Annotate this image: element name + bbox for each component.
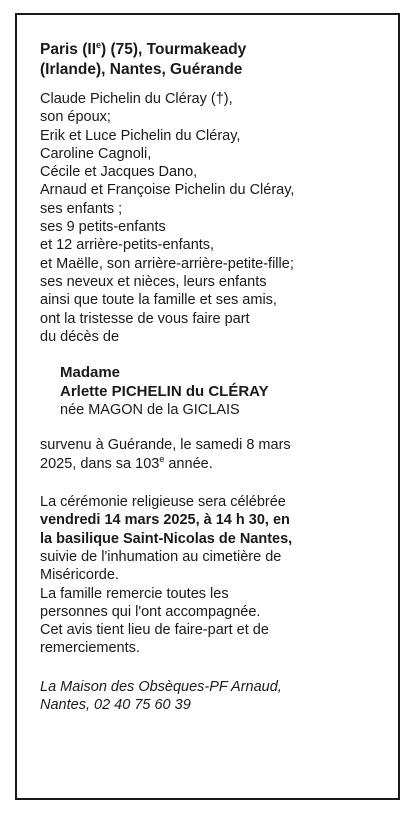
family-line: et 12 arrière-petits-enfants, [40, 237, 215, 254]
death-line-2: 2025, dans sa 103e année. [40, 453, 213, 472]
deceased-title: Madame [60, 364, 121, 382]
family-line: Claude Pichelin du Cléray (†), [40, 91, 233, 107]
thanks-line: La famille remercie toutes les [40, 585, 229, 602]
ceremony-line: suivie de l'inhumation au cimetière de [40, 548, 282, 565]
death-details [40, 436, 370, 473]
family-line: Arnaud et Françoise Pichelin du Cléray, [40, 182, 295, 199]
family-line: son époux; [40, 109, 111, 126]
family-list [40, 90, 370, 346]
family-line: Erik et Luce Pichelin du Cléray, [40, 127, 241, 144]
family-line: ses 9 petits-enfants [40, 219, 166, 236]
thanks-line: Cet avis tient lieu de faire-part et de [40, 622, 269, 639]
thanks-line: personnes qui l'ont accompagnée. [40, 603, 261, 620]
deceased-birth-name: née MAGON de la GICLAIS [60, 402, 240, 419]
ceremony-place: la basilique Saint-Nicolas de Nantes, [40, 530, 293, 547]
ceremony-line: Miséricorde. [40, 567, 119, 584]
family-line: Caroline Cagnoli, [40, 145, 152, 162]
signature-line-1: La Maison des Obsèques-PF Arnaud, [40, 678, 282, 695]
family-line: Cécile et Jacques Dano, [40, 164, 198, 181]
heading-line-2: (Irlande), Nantes, Guérande [40, 61, 243, 78]
death-line-1: survenu à Guérande, le samedi 8 mars [40, 437, 291, 454]
ceremony-line: La cérémonie religieuse sera célébrée [40, 494, 286, 511]
family-line: du décès de [40, 328, 120, 345]
funeral-home-signature [40, 678, 370, 715]
family-line: et Maëlle, son arrière-arrière-petite-fille; [40, 255, 294, 272]
family-line: ses enfants ; [40, 200, 123, 217]
ceremony-date: vendredi 14 mars 2025, à 14 h 30, en [40, 512, 290, 529]
notice-heading [40, 40, 370, 80]
signature-line-2: Nantes, 02 40 75 60 39 [40, 697, 191, 714]
deceased-name: Arlette PICHELIN du CLÉRAY [60, 383, 269, 401]
family-line: ont la tristesse de vous faire part [40, 310, 250, 327]
family-line: ses neveux et nièces, leurs enfants [40, 273, 267, 290]
heading-line-1: Paris (IIe) (75), Tourmakeady [40, 39, 247, 58]
family-line: ainsi que toute la famille et ses amis, [40, 292, 277, 309]
deceased-block [60, 363, 370, 419]
obituary-notice [40, 40, 370, 714]
thanks-line: remerciements. [40, 640, 140, 657]
ceremony-details [40, 493, 370, 658]
